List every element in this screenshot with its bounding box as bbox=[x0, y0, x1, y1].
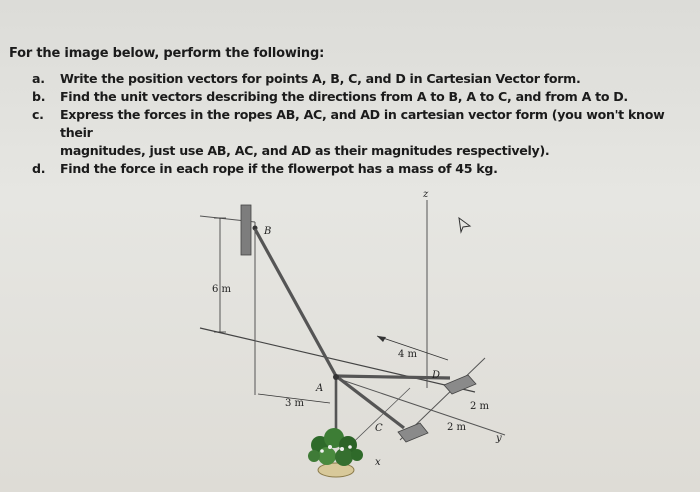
dimension-label-3m: 3 m bbox=[285, 398, 305, 409]
point-label-a: A bbox=[316, 383, 324, 394]
wall-bracket-b bbox=[241, 205, 251, 255]
question-text: Find the force in each rope if the flowerpot has a mass of 45 kg. bbox=[60, 161, 498, 176]
dimension-label-2m-lower: 2 m bbox=[447, 422, 467, 433]
question-c-continued: magnitudes, just use AB, AC, and AD as their magnitudes respectively). bbox=[60, 143, 550, 158]
point-label-c: C bbox=[375, 423, 383, 434]
ground-line-x bbox=[200, 328, 475, 392]
question-label: b. bbox=[32, 89, 46, 104]
question-label: a. bbox=[32, 71, 45, 86]
question-text: Find the unit vectors describing the directions from A to B, A to C, and from A to D. bbox=[60, 89, 628, 104]
axis-label-x: x bbox=[375, 457, 381, 468]
plant-foliage bbox=[308, 428, 363, 466]
dimension-label-6m: 6 m bbox=[212, 284, 232, 295]
dimension-label-4m: 4 m bbox=[398, 349, 418, 360]
point-label-b: B bbox=[264, 226, 272, 237]
dimension-label-2m-upper: 2 m bbox=[470, 401, 490, 412]
arrow-head bbox=[377, 336, 386, 342]
question-text: Express the forces in the ropes AB, AC, and AD in cartesian vector form (you won't know their bbox=[60, 107, 665, 140]
question-label: c. bbox=[32, 107, 44, 122]
flowerpot bbox=[318, 463, 354, 477]
axis-label-y: y bbox=[496, 433, 502, 444]
axis-label-z: z bbox=[423, 189, 429, 200]
question-text: Write the position vectors for points A, B, C, and D in Cartesian Vector form. bbox=[60, 71, 581, 86]
cursor-arrow-icon bbox=[459, 218, 470, 232]
rope-ab bbox=[255, 229, 336, 376]
question-label: d. bbox=[32, 161, 46, 176]
rope-ac bbox=[336, 376, 404, 428]
point-a-marker bbox=[333, 374, 339, 380]
point-label-d: D bbox=[432, 370, 441, 381]
problem-intro: For the image below, perform the following: bbox=[9, 46, 325, 61]
